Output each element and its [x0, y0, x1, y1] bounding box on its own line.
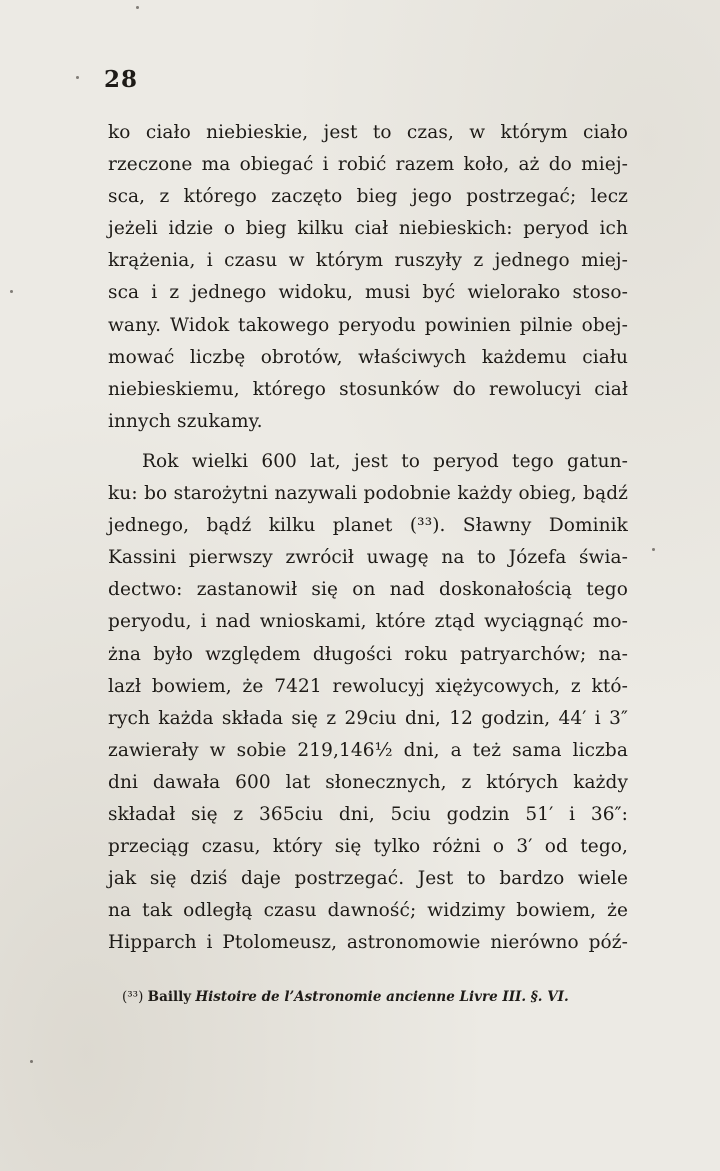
footnote-marker: (³³): [122, 989, 144, 1005]
print-speck: [652, 548, 655, 551]
text-line: rych każda składa się z 29ciu dni, 12 godzin, 44′ i 3″: [108, 707, 628, 729]
footnote-work: Histoire de l’Astronomie ancienne Livre III. §. VI.: [195, 989, 569, 1005]
text-line: rzeczone ma obiegać i robić razem koło, aż do miej-: [108, 154, 628, 176]
text-line: krążenia, i czasu w którym ruszyły z jednego miej-: [108, 250, 628, 272]
body-text: [108, 117, 628, 959]
page-number: 28: [104, 66, 139, 93]
text-line: dni dawała 600 lat słonecznych, z których każdy: [108, 771, 628, 793]
paragraph-gap: [108, 438, 628, 446]
text-line: sca i z jednego widoku, musi być wielorako stoso-: [108, 282, 628, 304]
text-line: ko ciało niebieskie, jest to czas, w którym ciało: [108, 122, 628, 143]
text-line: Hipparch i Ptolomeusz, astronomowie nierówno póź-: [108, 932, 628, 954]
text-line: przeciąg czasu, który się tylko różni o 3′ od tego,: [108, 836, 628, 858]
text-line: mować liczbę obrotów, właściwych każdemu ciału: [108, 346, 628, 368]
text-line: żna było względem długości roku patryarchów; na-: [108, 643, 628, 665]
text-line: niebieskiemu, którego stosunków do rewolucyi ciał: [108, 378, 628, 400]
text-line: Rok wielki 600 lat, jest to peryod tego gatun-: [142, 450, 628, 472]
print-speck: [136, 6, 139, 9]
text-line: jeżeli idzie o bieg kilku ciał niebieskich: peryod ich: [108, 218, 628, 240]
text-line: ku: bo starożytni nazywali podobnie każdy obieg, bądź: [108, 483, 628, 505]
text-line: wany. Widok takowego peryodu powinien pilnie obej-: [108, 314, 628, 336]
text-line: składał się z 365ciu dni, 5ciu godzin 51′ i 36″:: [108, 803, 628, 825]
text-line: innych szukamy.: [108, 410, 263, 432]
text-line: lazł bowiem, że 7421 rewolucyj xiężycowych, z któ-: [108, 675, 628, 697]
text-line: jak się dziś daje postrzegać. Jest to bardzo wiele: [108, 868, 628, 890]
text-line: peryodu, i nad wnioskami, które ztąd wyciągnąć mo-: [108, 611, 628, 633]
text-line: zawierały w sobie 219,146½ dni, a też sama liczba: [108, 739, 628, 761]
text-line: sca, z którego zaczęto bieg jego postrzegać; lecz: [108, 186, 628, 208]
text-line: Kassini pierwszy zwrócił uwagę na to Józefa świa-: [108, 547, 628, 569]
text-line: na tak odległą czasu dawność; widzimy bowiem, że: [108, 900, 628, 922]
footnote-author: Bailly: [147, 989, 192, 1005]
footnote: [122, 987, 614, 1007]
text-line: jednego, bądź kilku planet (³³). Sławny Dominik: [108, 515, 628, 537]
print-speck: [10, 290, 13, 293]
print-speck: [30, 1060, 33, 1063]
print-speck: [76, 76, 79, 79]
text-line: dectwo: zastanowił się on nad doskonałością tego: [108, 579, 628, 601]
